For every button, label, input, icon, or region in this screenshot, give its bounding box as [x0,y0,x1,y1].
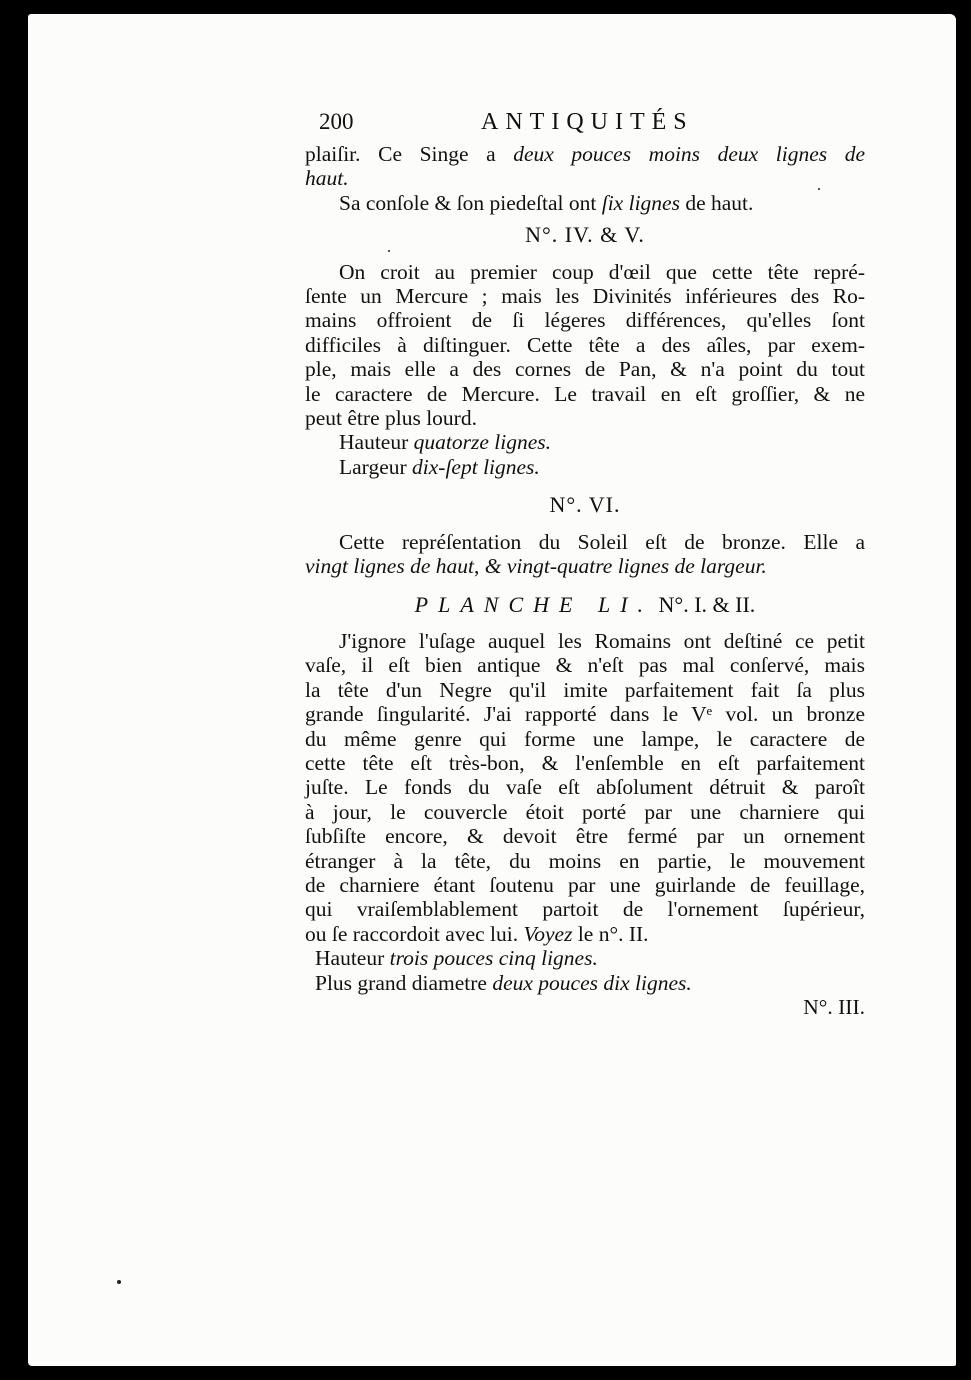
measure-height: Hauteur quatorze lignes. [339,430,551,455]
running-title: ANTIQUITÉS [481,109,694,135]
text-line: ſubſiſte encore, & devoit être fermé par un ornement [305,824,865,849]
text-line: du même genre qui forme une lampe, le caractere de [305,726,865,751]
text-line: ou ſe raccordoit avec lui. Voyez le n°. II. [305,921,649,946]
text-line: de charniere étant ſoutenu par une guirlande de feuillage, [305,872,865,897]
text-line: Sa conſole & ſon piedeſtal ont ſix lignes de haut. [339,190,754,215]
text-line: juſte. Le fonds du vaſe eſt abſolument détruit & paroît [305,775,865,800]
section-heading-iv-v: N°. IV. & V. [525,222,645,248]
text-line: vaſe, il eſt bien antique & n'eſt pas mal conſervé, mais [305,653,865,678]
text-line: peut être plus lourd. [305,406,477,431]
text-line: vingt lignes de haut, & vingt-quatre lignes de largeur. [305,554,767,579]
text-line: le caractere de Mercure. Le travail en eſt groſſier, & ne [305,381,865,406]
text-line: Cette repréſentation du Soleil eſt de bronze. Elle a [339,529,865,554]
running-header [305,108,865,142]
page-text [305,108,865,1019]
measure-diameter: Plus grand diametre deux pouces dix lignes. [315,970,692,995]
text-line: étranger à la tête, du moins en partie, le mouvement [305,848,865,873]
text-line: ſente un Mercure ; mais les Divinités inférieures des Ro- [305,284,865,309]
text-line: J'ignore l'uſage auquel les Romains ont deſtiné ce petit [339,628,865,653]
text-line: difficiles à diſtinguer. Cette tête a des aîles, par exem- [305,332,865,357]
text-line: à jour, le couvercle étoit porté par une charniere qui [305,799,865,824]
text-line: grande ſingularité. J'ai rapporté dans le Vᵉ vol. un bronze [305,702,865,727]
text-line: cette tête eſt très-bon, & l'enſemble en eſt parfaitement [305,750,865,775]
page-number: 200 [319,109,354,134]
text-line: haut. [305,166,349,191]
text-line: mains offroient de ſi légeres différences, qu'elles ſont [305,308,865,333]
section-heading-vi: N°. VI. [549,492,621,518]
ink-speck [117,1280,121,1284]
catchword: N°. III. [803,995,865,1019]
measure-width: Largeur dix-ſept lignes. [339,454,540,479]
text-line: On croit au premier coup d'œil que cette tête repré- [339,259,865,284]
text-line: plaiſir. Ce Singe a deux pouces moins deux lignes de [305,142,865,166]
text-line: qui vraiſemblablement partoit de l'ornement ſupérieur, [305,897,865,922]
text-line: ple, mais elle a des cornes de Pan, & n'a point du tout [305,357,865,382]
text-line: la tête d'un Negre qu'il imite parfaitement fait ſa plus [305,677,865,702]
measure-height: Hauteur trois pouces cinq lignes. [315,946,598,971]
plate-heading: PLANCHE LI. N°. I. & II. [414,591,756,617]
